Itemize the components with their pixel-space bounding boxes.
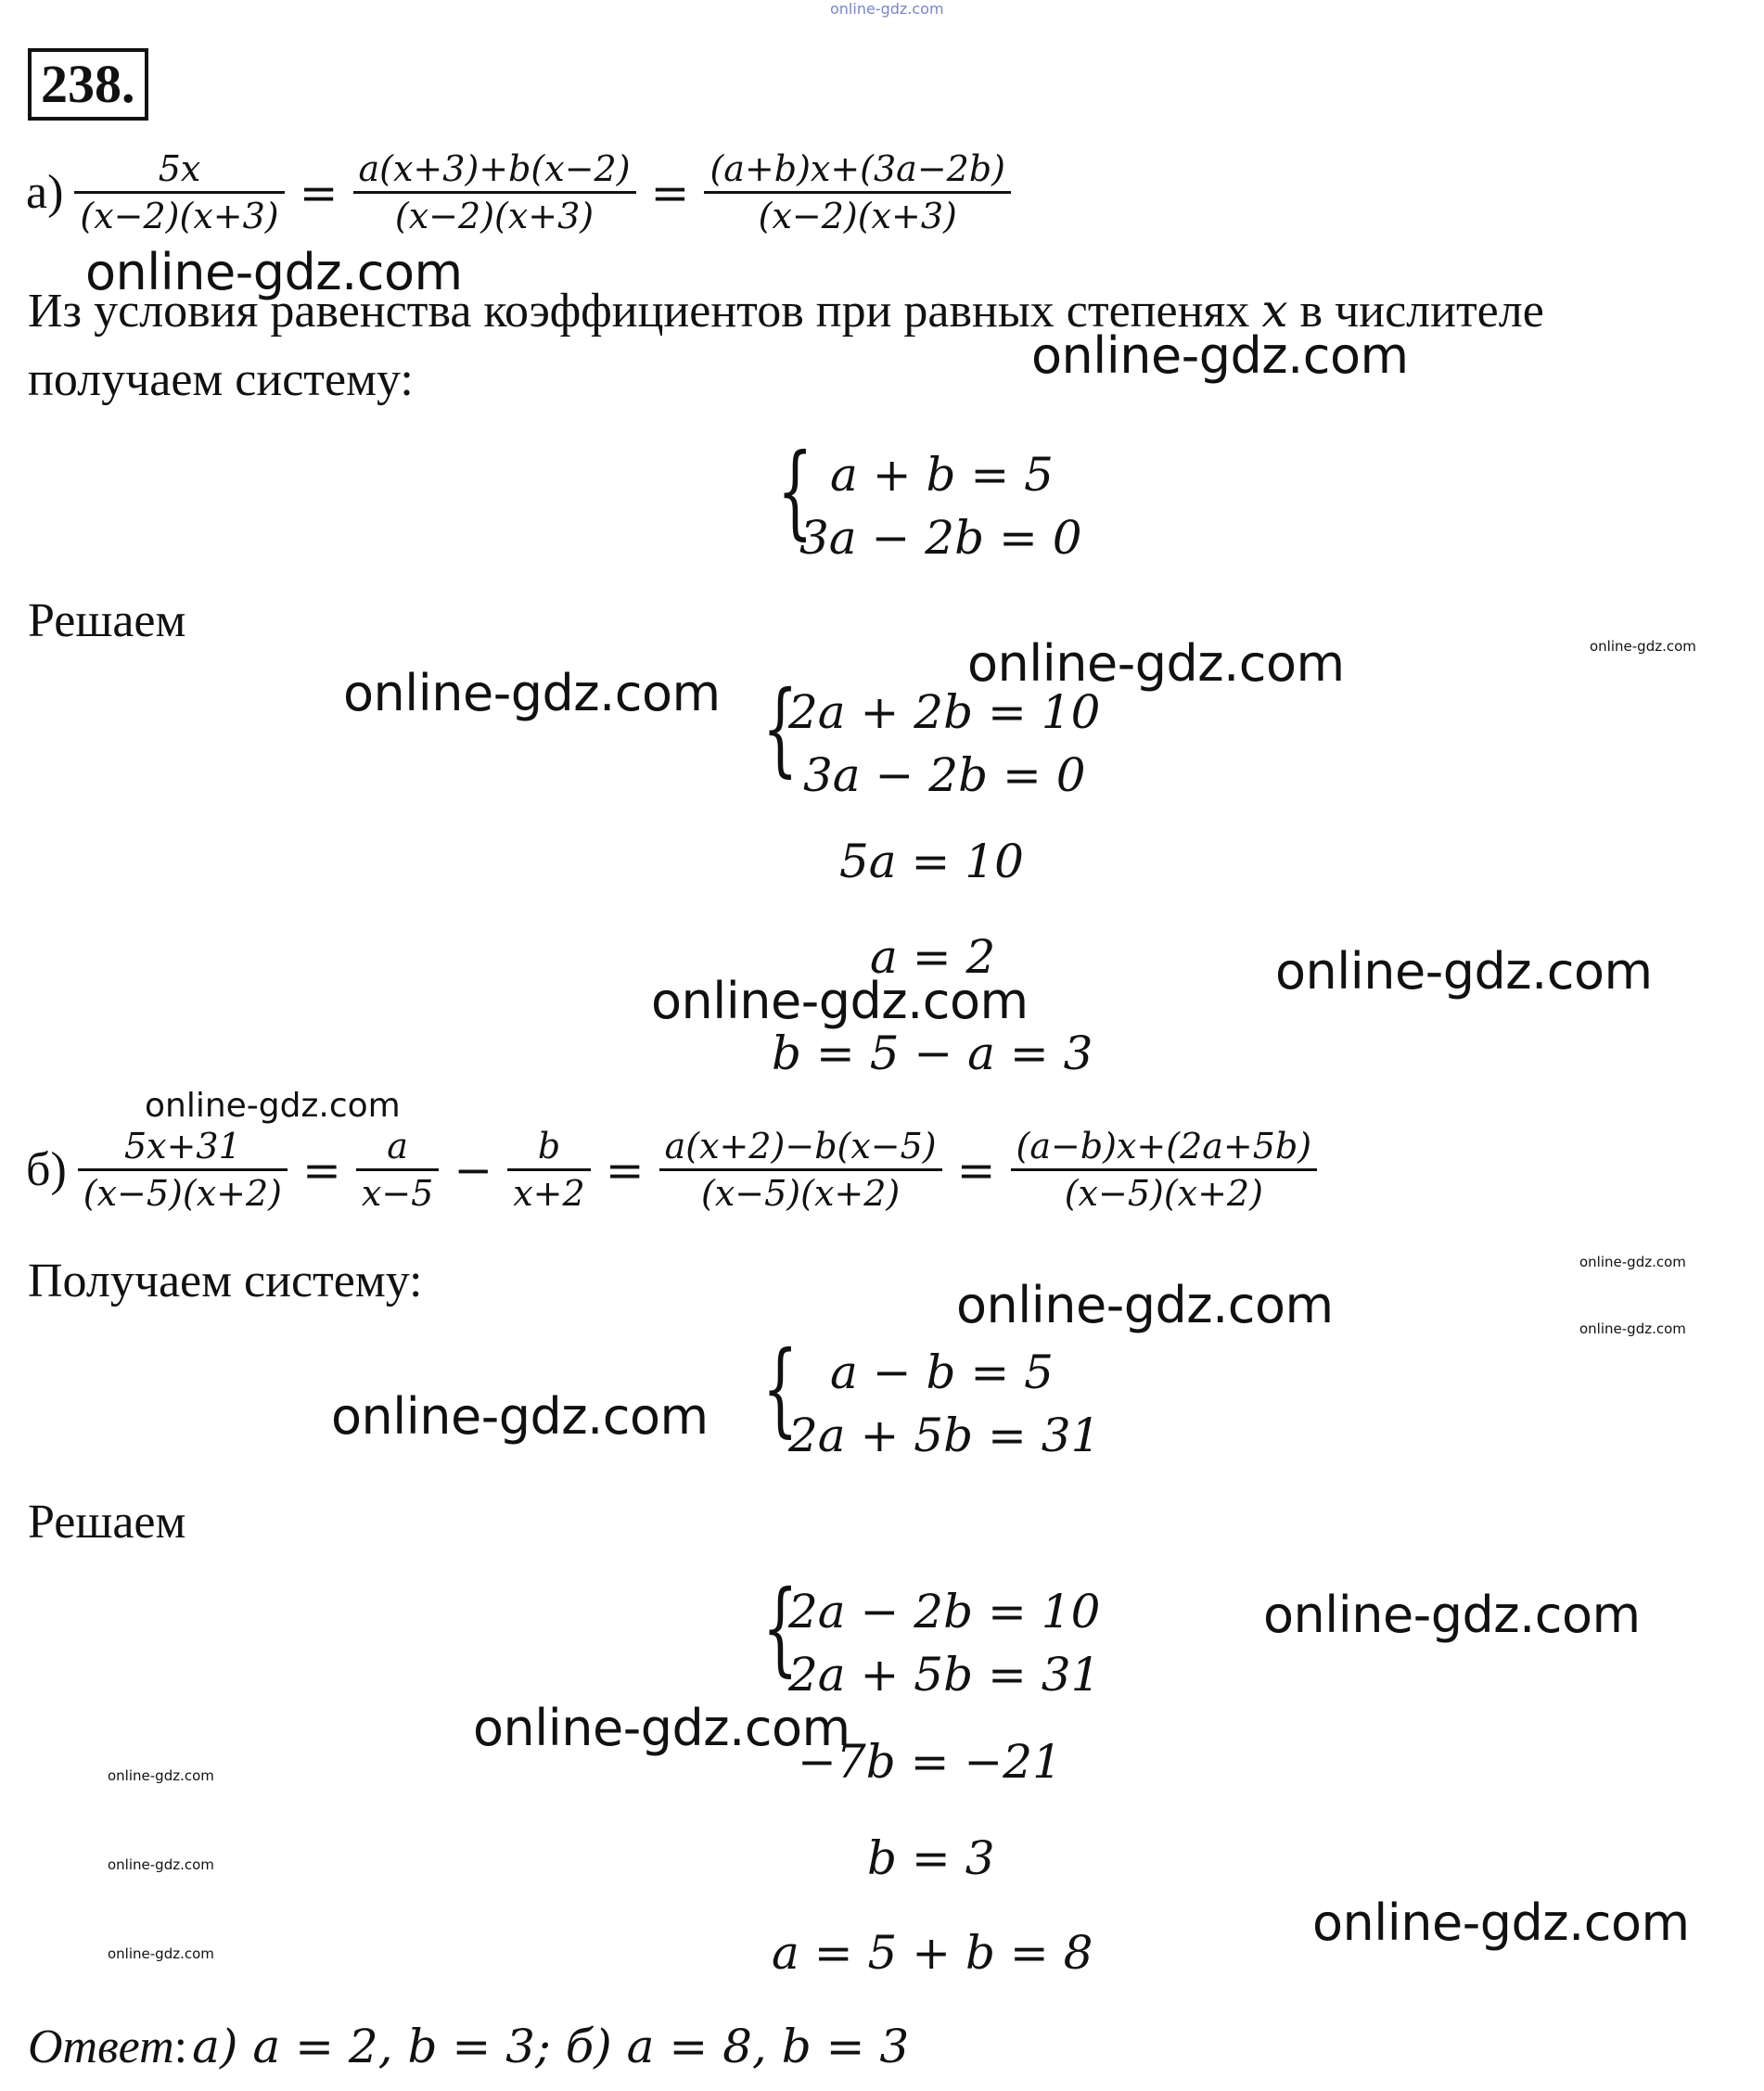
fraction — [78, 1124, 288, 1216]
step-line: a = 2 — [870, 930, 996, 984]
step-line: b = 3 — [867, 1831, 995, 1885]
fraction — [353, 147, 636, 238]
system-line: 3a − 2b = 0 — [803, 748, 1086, 802]
step-line: 5a = 10 — [839, 835, 1024, 888]
watermark: online-gdz.com — [1590, 638, 1696, 655]
condition-text-line2: получаем систему: — [28, 353, 414, 406]
minus-sign: − — [454, 1142, 493, 1197]
solve-label: Решаем — [28, 1496, 186, 1549]
fraction-numerator: a — [387, 1126, 408, 1167]
watermark: online-gdz.com — [1275, 942, 1653, 1001]
fraction-numerator: 5x — [158, 148, 201, 189]
system-line: 2a + 5b = 31 — [788, 1409, 1101, 1462]
fraction — [704, 147, 1011, 238]
brace-icon: { — [762, 1329, 799, 1447]
fraction-denominator: (x−2)(x+3) — [394, 196, 594, 236]
system-line: a + b = 5 — [830, 448, 1054, 502]
watermark: online-gdz.com — [967, 634, 1345, 693]
fraction-numerator: b — [537, 1126, 561, 1167]
fraction — [74, 147, 284, 238]
fraction-numerator: a(x+3)+b(x−2) — [358, 148, 631, 189]
equals-sign: = — [301, 1142, 341, 1197]
fraction-numerator: (a−b)x+(2a+5b) — [1016, 1126, 1312, 1167]
brace-icon: { — [762, 669, 799, 787]
answer-colon: : — [173, 2021, 188, 2073]
watermark: online-gdz.com — [1579, 1320, 1686, 1337]
fraction — [659, 1124, 942, 1216]
watermark: online-gdz.com — [343, 664, 721, 722]
step-line: −7b = −21 — [798, 1735, 1062, 1789]
watermark: online-gdz.com — [473, 1699, 850, 1757]
fraction — [1011, 1124, 1318, 1216]
solve-label: Решаем — [28, 594, 186, 647]
problem-number: 238. — [28, 48, 148, 121]
watermark: online-gdz.com — [331, 1387, 709, 1446]
system-line: 2a + 2b = 10 — [788, 685, 1101, 739]
equals-sign: = — [956, 1142, 996, 1197]
fraction — [507, 1124, 590, 1216]
step-line: a = 5 + b = 8 — [772, 1926, 1093, 1980]
system-line: 2a − 2b = 10 — [788, 1585, 1101, 1638]
watermark: online-gdz.com — [956, 1276, 1334, 1334]
watermark: online-gdz.com — [145, 1087, 401, 1125]
watermark: online-gdz.com — [108, 1767, 214, 1784]
part-b-label: б) — [26, 1143, 67, 1196]
answer-text: а) a = 2, b = 3; б) a = 8, b = 3 — [192, 2020, 910, 2073]
fraction-denominator: x−5 — [361, 1173, 434, 1214]
part-b-equation — [26, 1124, 1323, 1216]
fraction-numerator: a(x+2)−b(x−5) — [664, 1126, 937, 1167]
fraction-denominator: (x−5)(x+2) — [1064, 1173, 1263, 1214]
watermark: online-gdz.com — [1312, 1893, 1690, 1952]
answer-line — [28, 2020, 909, 2074]
brace-icon: { — [762, 1568, 799, 1687]
answer-label: Ответ — [28, 2021, 174, 2073]
step-line: b = 5 − a = 3 — [772, 1026, 1093, 1080]
part-a-label: а) — [26, 166, 64, 219]
watermark: online-gdz.com — [1263, 1586, 1641, 1644]
fraction-numerator: 5x+31 — [123, 1126, 241, 1167]
fraction-numerator: (a+b)x+(3a−2b) — [709, 148, 1006, 189]
fraction-denominator: (x−2)(x+3) — [758, 196, 957, 236]
variable-x: x — [1261, 284, 1288, 338]
system-line: 3a − 2b = 0 — [799, 511, 1082, 565]
fraction-denominator: x+2 — [513, 1173, 585, 1214]
fraction-denominator: (x−5)(x+2) — [701, 1173, 901, 1214]
fraction — [356, 1124, 439, 1216]
part-a-equation — [26, 147, 1016, 238]
watermark: online-gdz.com — [1031, 326, 1409, 385]
watermark: online-gdz.com — [108, 1856, 214, 1873]
equals-sign: = — [650, 165, 690, 220]
top-watermark: online-gdz.com — [830, 0, 944, 18]
brace-icon: { — [777, 431, 813, 550]
system-line: 2a + 5b = 31 — [788, 1648, 1101, 1702]
system-intro-text: Получаем систему: — [28, 1255, 423, 1307]
fraction-denominator: (x−2)(x+3) — [80, 196, 279, 236]
condition-text-tail: в числителе — [1299, 285, 1544, 338]
fraction-denominator: (x−5)(x+2) — [83, 1173, 282, 1214]
watermark: online-gdz.com — [85, 243, 463, 301]
equals-sign: = — [299, 165, 339, 220]
watermark: online-gdz.com — [1579, 1254, 1686, 1270]
watermark: online-gdz.com — [108, 1945, 214, 1962]
system-line: a − b = 5 — [830, 1345, 1054, 1399]
condition-text: Из условия равенства коэффициентов при равных степенях — [28, 285, 1250, 338]
watermark: online-gdz.com — [651, 972, 1029, 1030]
equals-sign: = — [605, 1142, 645, 1197]
